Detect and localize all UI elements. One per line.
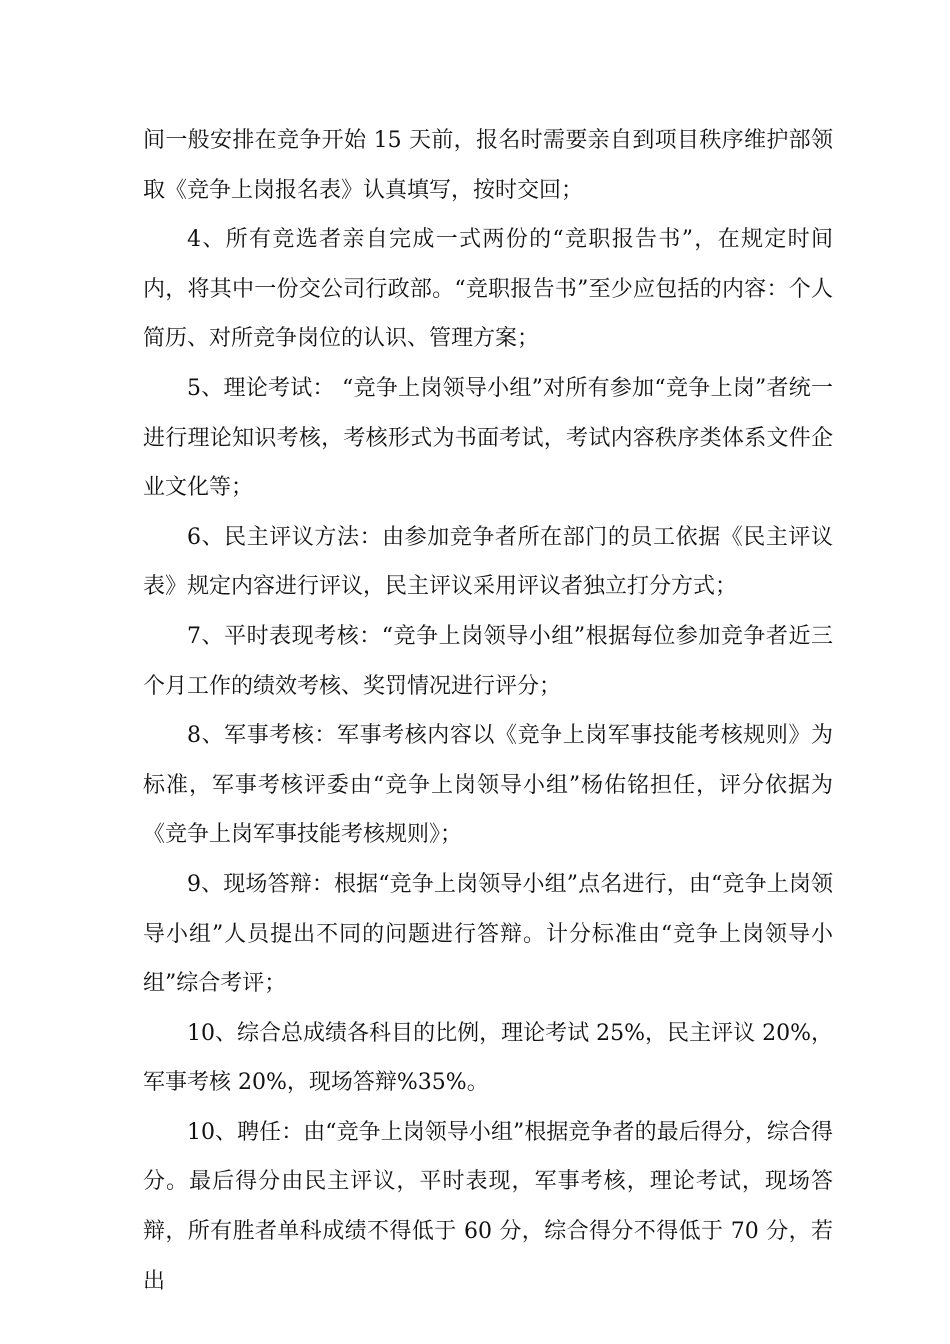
paragraph-item-4: 4、所有竞选者亲自完成一式两份的“竞职报告书”，在规定时间内，将其中一份交公司行政部。“竞职报告书”至少应包括的内容：个人简历、对所竞争岗位的认识、管理方案； xyxy=(143,227,833,352)
paragraph-item-7: 7、平时表现考核：“竞争上岗领导小组”根据每位参加竞争者近三个月工作的绩效考核、奖罚情况进行评分； xyxy=(143,623,833,699)
paragraph-continuation: 间一般安排在竞争开始 15 天前，报名时需要亲自到项目秩序维护部领取《竞争上岗报名表》认真填写，按时交回； xyxy=(143,128,833,203)
document-body xyxy=(143,116,833,1306)
paragraph-item-5: 5、理论考试： “竞争上岗领导小组”对所有参加“竞争上岗”者统一进行理论知识考核，考核形式为书面考试，考试内容秩序类体系文件企业文化等； xyxy=(143,375,833,501)
paragraph-item-10-appointment: 10、聘任：由“竞争上岗领导小组”根据竞争者的最后得分，综合得分。最后得分由民主评议，平时表现，军事考核，理论考试，现场答辩，所有胜者单科成绩不得低于 60 分，综合得分不得低于 70 分，若出 xyxy=(143,1119,833,1294)
paragraph-item-10-ratio: 10、综合总成绩各科目的比例，理论考试 25%，民主评议 20%，军事考核 20%，现场答辩%35%。 xyxy=(143,1020,833,1096)
paragraph-item-9: 9、现场答辩：根据“竞争上岗领导小组”点名进行，由“竞争上岗领导小组”人员提出不同的问题进行答辩。计分标准由“竞争上岗领导小组”综合考评； xyxy=(143,871,833,997)
paragraph-item-8: 8、军事考核：军事考核内容以《竞争上岗军事技能考核规则》为标准，军事考核评委由“竞争上岗领导小组”杨佑铭担任，评分依据为《竞争上岗军事技能考核规则》； xyxy=(143,723,833,848)
paragraph-item-6: 6、民主评议方法：由参加竞争者所在部门的员工依据《民主评议表》规定内容进行评议，民主评议采用评议者独立打分方式； xyxy=(143,524,833,600)
